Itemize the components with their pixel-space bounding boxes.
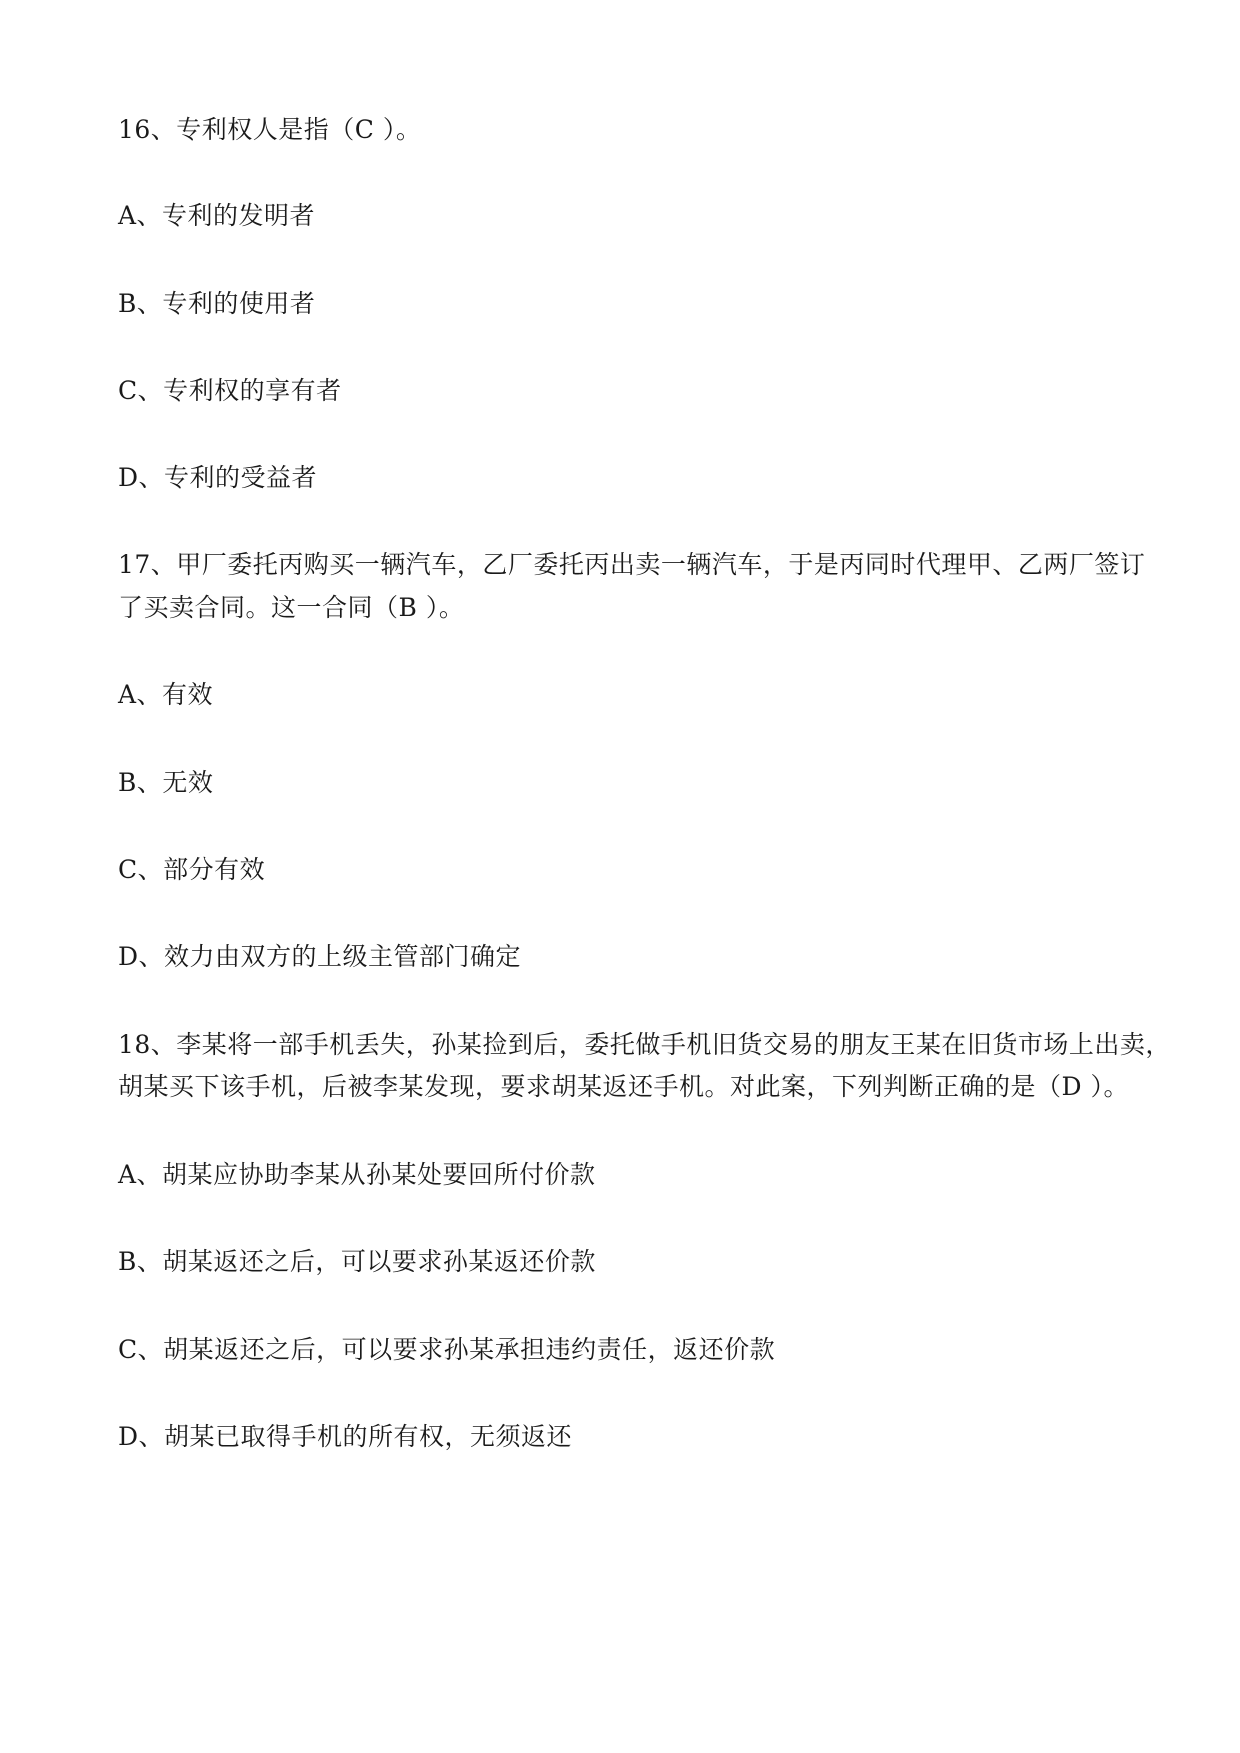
question-16-option-a: A、专利的发明者: [118, 201, 316, 230]
question-16-option-c: C、专利权的享有者: [118, 376, 342, 405]
question-16-option-d: D、专利的受益者: [118, 463, 318, 492]
question-18-option-d: D、胡某已取得手机的所有权，无须返还: [118, 1422, 573, 1451]
question-17-stem-line-1: 17、甲厂委托丙购买一辆汽车，乙厂委托丙出卖一辆汽车，于是丙同时代理甲、乙两厂签订: [118, 550, 1146, 579]
question-18-option-b: B、胡某返还之后，可以要求孙某返还价款: [118, 1247, 596, 1276]
question-17-option-b: B、无效: [118, 768, 214, 797]
question-17-option-c: C、部分有效: [118, 855, 266, 884]
question-17-stem-line-2: 了买卖合同。这一合同（B ）。: [118, 593, 465, 622]
question-16-stem: 16、专利权人是指（C ）。: [118, 115, 422, 144]
question-18-option-a: A、胡某应协助李某从孙某处要回所付价款: [118, 1160, 596, 1189]
question-18-option-c: C、胡某返还之后，可以要求孙某承担违约责任，返还价款: [118, 1335, 776, 1364]
question-18-stem-line-1: 18、李某将一部手机丢失，孙某捡到后，委托做手机旧货交易的朋友王某在旧货市场上出卖，: [118, 1030, 1171, 1059]
question-16-option-b: B、专利的使用者: [118, 289, 316, 318]
question-17-option-a: A、有效: [118, 680, 214, 709]
question-17-option-d: D、效力由双方的上级主管部门确定: [118, 942, 522, 971]
question-18-stem-line-2: 胡某买下该手机，后被李某发现，要求胡某返还手机。对此案，下列判断正确的是（D ）。: [118, 1072, 1129, 1101]
